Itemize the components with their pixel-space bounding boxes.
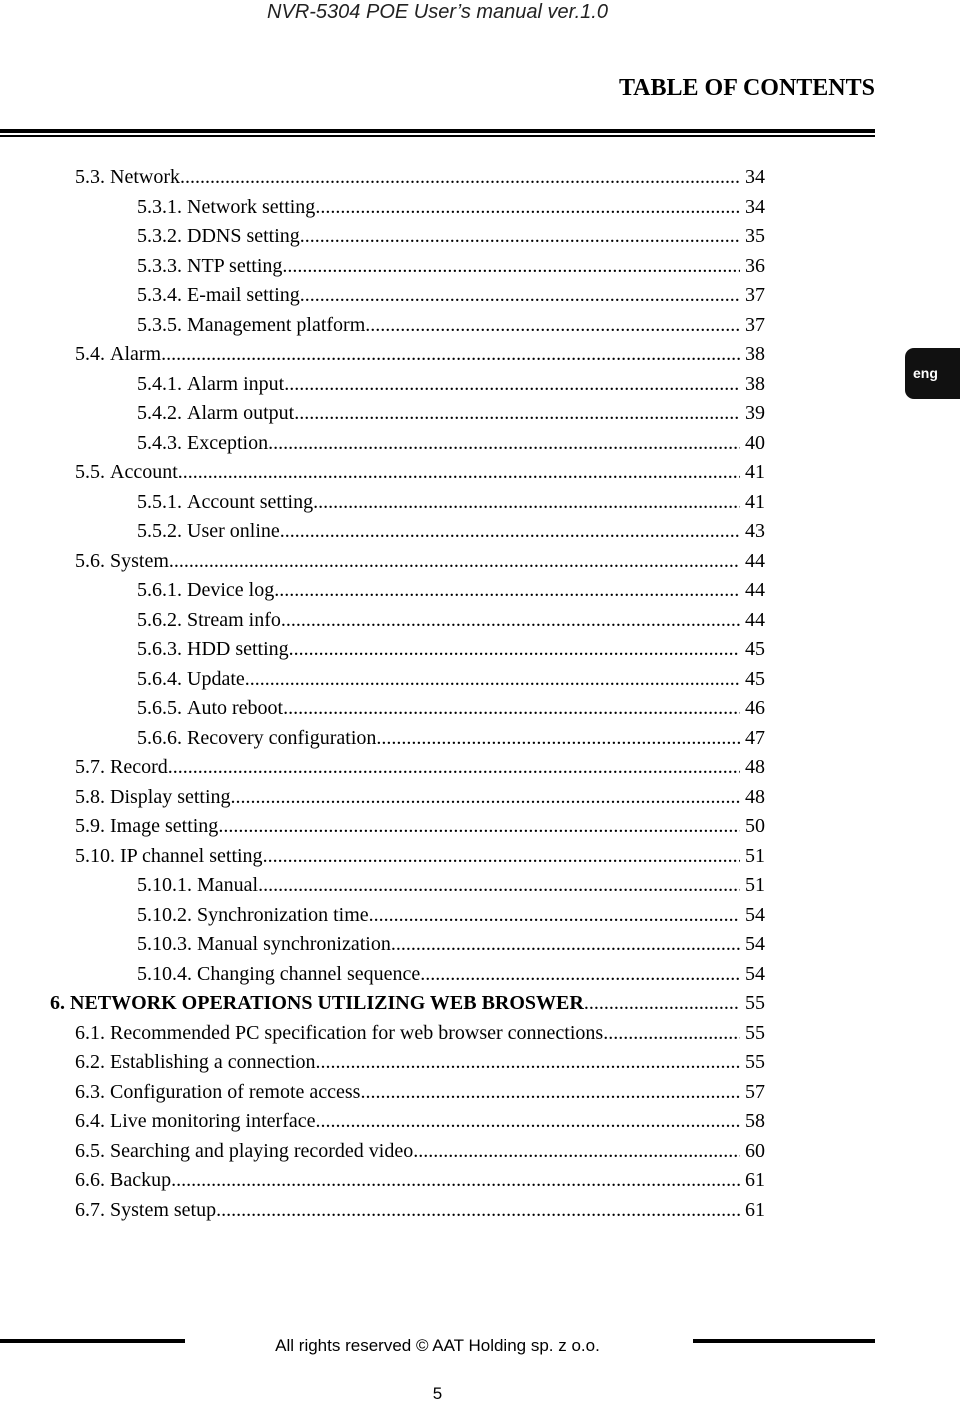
- toc-entry-label: [75, 163, 180, 193]
- toc-entry-page: 61: [745, 1169, 765, 1191]
- page-number: 5: [432, 1384, 443, 1403]
- toc-entry-number: 6.3.: [75, 1080, 105, 1103]
- toc-entry-number: 5.10.2.: [137, 903, 192, 926]
- toc-dot-leader: [294, 399, 740, 429]
- toc-entry-page: 44: [745, 608, 765, 631]
- toc-entry-number: 5.7.: [75, 756, 105, 778]
- toc-entry-number: 5.3.1.: [137, 195, 182, 218]
- toc-entry: [50, 1107, 765, 1137]
- toc-entry-title: Device log: [187, 579, 275, 601]
- toc-entry: [50, 429, 765, 459]
- toc-entry-page: 34: [745, 166, 765, 188]
- toc-entry-page: 34: [745, 195, 765, 218]
- toc-entry-label: [137, 222, 300, 252]
- toc-entry-title: NTP setting: [187, 254, 283, 277]
- toc-entry-page: 38: [745, 343, 765, 365]
- toc-dot-leader: [231, 783, 740, 813]
- toc-dot-leader: [216, 1196, 740, 1226]
- toc-entry: [50, 370, 765, 400]
- toc-entry-label: [75, 753, 168, 783]
- toc-entry: [50, 252, 765, 282]
- toc-entry-number: 5.6.1.: [137, 579, 182, 601]
- toc-entry-number: 5.3.5.: [137, 313, 182, 336]
- toc-entry-title: Recovery configuration: [187, 726, 377, 749]
- toc-entry-page: 48: [745, 785, 765, 808]
- document-header-title: NVR-5304 POE User’s manual ver.1.0: [267, 1, 608, 23]
- toc-entry-title: Synchronization time: [197, 903, 369, 926]
- toc-entry-number: 6.7.: [75, 1198, 105, 1221]
- toc-dot-leader: [316, 1048, 740, 1078]
- toc-entry: [50, 1196, 765, 1226]
- toc-entry-label: [137, 488, 313, 518]
- toc-entry-title: Management platform: [187, 313, 366, 336]
- toc-entry-title: Alarm: [110, 343, 162, 365]
- toc-entry-number: 5.4.2.: [137, 402, 182, 424]
- toc-entry-page: 45: [745, 638, 765, 660]
- toc-entry-page: 48: [745, 756, 765, 778]
- toc-entry-number: 5.3.: [75, 166, 105, 188]
- toc-entry-number: 5.6.6.: [137, 726, 182, 749]
- toc-entry-number: 5.5.2.: [137, 520, 182, 542]
- toc-dot-leader: [161, 340, 740, 370]
- toc-entry-title: HDD setting: [187, 638, 289, 660]
- toc-entry-label: [137, 193, 315, 223]
- toc-entry: [50, 311, 765, 341]
- toc-entry: [50, 842, 765, 872]
- toc-dot-leader: [180, 163, 740, 193]
- toc-entry-title: E-mail setting: [187, 284, 300, 306]
- toc-entry-page: 46: [745, 697, 765, 719]
- toc-entry: [50, 547, 765, 577]
- toc-entry-label: [137, 399, 294, 429]
- toc-entry-title: NETWORK OPERATIONS UTILIZING WEB BROSWER: [70, 992, 584, 1014]
- toc-entry-title: Changing channel sequence: [197, 962, 421, 985]
- toc-entry: [50, 458, 765, 488]
- toc-entry-number: 5.6.3.: [137, 638, 182, 660]
- language-tab: [905, 348, 960, 399]
- toc-entry-label: [75, 1196, 216, 1226]
- toc-dot-leader: [584, 989, 740, 1019]
- toc-entry-number: 6.: [50, 992, 65, 1014]
- toc-entry-title: Alarm output: [187, 402, 295, 424]
- toc-entry: [50, 665, 765, 695]
- toc-entry-page: 36: [745, 254, 765, 277]
- toc-dot-leader: [365, 311, 740, 341]
- toc-entry-label: [75, 1107, 315, 1137]
- toc-entry: [50, 871, 765, 901]
- table-of-contents: [50, 163, 765, 1225]
- toc-entry-page: 61: [745, 1198, 765, 1221]
- toc-entry-number: 5.9.: [75, 815, 105, 837]
- toc-entry-page: 41: [745, 490, 765, 513]
- toc-entry-number: 5.10.4.: [137, 962, 192, 985]
- toc-entry-number: 6.1.: [75, 1021, 105, 1044]
- toc-entry-number: 5.3.4.: [137, 284, 182, 306]
- toc-entry-number: 6.4.: [75, 1110, 105, 1132]
- toc-entry: [50, 1078, 765, 1108]
- toc-entry: [50, 724, 765, 754]
- toc-dot-leader: [300, 281, 740, 311]
- toc-dot-leader: [369, 901, 740, 931]
- toc-entry-page: 50: [745, 815, 765, 837]
- toc-entry-label: [137, 901, 369, 931]
- toc-entry-number: 5.6.: [75, 549, 105, 572]
- toc-entry-title: Manual synchronization: [197, 933, 391, 955]
- toc-dot-leader: [274, 576, 740, 606]
- toc-entry-label: [137, 517, 280, 547]
- toc-entry-page: 54: [745, 962, 765, 985]
- toc-entry-number: 5.10.1.: [137, 874, 192, 896]
- toc-entry-number: 5.10.: [75, 844, 115, 867]
- toc-entry-page: 41: [745, 461, 765, 483]
- toc-entry-number: 5.5.: [75, 461, 105, 483]
- toc-entry-label: [137, 635, 289, 665]
- toc-entry-page: 60: [745, 1139, 765, 1162]
- toc-entry-title: Establishing a connection: [110, 1051, 316, 1073]
- toc-dot-leader: [413, 1137, 740, 1167]
- toc-entry: [50, 399, 765, 429]
- toc-entry-page: 40: [745, 431, 765, 454]
- toc-entry-page: 39: [745, 402, 765, 424]
- toc-dot-leader: [315, 193, 740, 223]
- toc-dot-leader: [360, 1078, 740, 1108]
- toc-dot-leader: [268, 429, 740, 459]
- toc-entry-page: 37: [745, 284, 765, 306]
- toc-dot-leader: [178, 458, 740, 488]
- toc-dot-leader: [376, 724, 740, 754]
- toc-entry-label: [75, 1019, 603, 1049]
- toc-dot-leader: [280, 517, 740, 547]
- toc-entry: [50, 783, 765, 813]
- toc-entry-page: 51: [745, 844, 765, 867]
- toc-entry-label: [75, 842, 263, 872]
- toc-entry-title: Account setting: [187, 490, 314, 513]
- toc-dot-leader: [603, 1019, 740, 1049]
- toc-entry: [50, 576, 765, 606]
- header-divider-thin: [0, 135, 875, 137]
- toc-entry-label: [75, 458, 178, 488]
- toc-entry-page: 58: [745, 1110, 765, 1132]
- toc-entry-title: Update: [187, 667, 245, 690]
- toc-entry-number: 5.4.: [75, 343, 105, 365]
- toc-entry-label: [137, 281, 300, 311]
- toc-dot-leader: [258, 871, 740, 901]
- toc-entry-page: 45: [745, 667, 765, 690]
- toc-entry: [50, 1137, 765, 1167]
- toc-entry-page: 38: [745, 372, 765, 395]
- toc-entry: [50, 1048, 765, 1078]
- toc-entry-title: Network setting: [187, 195, 316, 218]
- toc-entry: [50, 1166, 765, 1196]
- toc-entry: [50, 901, 765, 931]
- toc-entry-title: User online: [187, 520, 280, 542]
- toc-entry-label: [137, 311, 365, 341]
- toc-entry-title: Display setting: [110, 785, 231, 808]
- toc-entry-page: 37: [745, 313, 765, 336]
- toc-dot-leader: [218, 812, 740, 842]
- toc-dot-leader: [313, 488, 740, 518]
- toc-entry-page: 55: [745, 992, 765, 1014]
- toc-entry-title: Configuration of remote access: [110, 1080, 361, 1103]
- toc-entry-page: 51: [745, 874, 765, 896]
- toc-entry-label: [137, 930, 391, 960]
- toc-entry-number: 5.6.4.: [137, 667, 182, 690]
- toc-entry-title: IP channel setting: [120, 844, 263, 867]
- toc-entry-title: Alarm input: [187, 372, 285, 395]
- toc-entry-label: [137, 252, 282, 282]
- toc-entry-number: 5.4.3.: [137, 431, 182, 454]
- toc-entry-number: 5.8.: [75, 785, 105, 808]
- toc-entry-page: 57: [745, 1080, 765, 1103]
- toc-entry: [50, 930, 765, 960]
- toc-entry-label: [137, 576, 274, 606]
- toc-entry-label: [75, 1078, 360, 1108]
- toc-dot-leader: [263, 842, 740, 872]
- language-tab-label: eng: [913, 365, 938, 381]
- toc-dot-leader: [282, 252, 740, 282]
- toc-entry-number: 5.6.5.: [137, 697, 182, 719]
- toc-entry-number: 5.5.1.: [137, 490, 182, 513]
- toc-entry-title: Backup: [110, 1169, 172, 1191]
- toc-entry-number: 5.6.2.: [137, 608, 182, 631]
- toc-entry: [50, 812, 765, 842]
- toc-entry: [50, 281, 765, 311]
- toc-dot-leader: [420, 960, 740, 990]
- toc-entry-title: System: [110, 549, 169, 572]
- toc-dot-leader: [284, 370, 740, 400]
- toc-entry-page: 44: [745, 579, 765, 601]
- toc-entry-title: Stream info: [187, 608, 281, 631]
- toc-dot-leader: [315, 1107, 740, 1137]
- toc-entry-label: [137, 429, 268, 459]
- toc-entry-title: DDNS setting: [187, 225, 300, 247]
- header-divider-thick: [0, 129, 875, 133]
- toc-entry-number: 5.3.2.: [137, 225, 182, 247]
- toc-entry-title: Image setting: [110, 815, 219, 837]
- toc-dot-leader: [281, 606, 740, 636]
- toc-dot-leader: [168, 753, 740, 783]
- toc-entry: [50, 163, 765, 193]
- toc-entry-title: Live monitoring interface: [110, 1110, 316, 1132]
- toc-entry-title: Searching and playing recorded video: [110, 1139, 414, 1162]
- toc-entry-title: Auto reboot: [187, 697, 284, 719]
- toc-dot-leader: [283, 694, 740, 724]
- toc-entry: [50, 222, 765, 252]
- toc-entry-title: System setup: [110, 1198, 217, 1221]
- toc-entry-label: [75, 812, 218, 842]
- toc-entry-label: [50, 989, 584, 1019]
- toc-dot-leader: [171, 1166, 740, 1196]
- toc-entry-label: [75, 1048, 316, 1078]
- toc-entry-number: 5.3.3.: [137, 254, 182, 277]
- toc-entry-page: 35: [745, 225, 765, 247]
- toc-entry-number: 5.10.3.: [137, 933, 192, 955]
- toc-entry-label: [137, 370, 284, 400]
- toc-entry-label: [75, 340, 161, 370]
- toc-entry-label: [137, 606, 281, 636]
- toc-entry-number: 6.2.: [75, 1051, 105, 1073]
- toc-entry-title: Account: [110, 461, 178, 483]
- toc-entry: [50, 517, 765, 547]
- toc-entry: [50, 1019, 765, 1049]
- toc-entry: [50, 606, 765, 636]
- toc-dot-leader: [300, 222, 740, 252]
- toc-entry: [50, 694, 765, 724]
- toc-entry-label: [75, 547, 169, 577]
- toc-dot-leader: [391, 930, 740, 960]
- toc-entry: [50, 340, 765, 370]
- toc-entry-page: 43: [745, 520, 765, 542]
- toc-entry-page: 55: [745, 1051, 765, 1073]
- toc-dot-leader: [169, 547, 740, 577]
- toc-entry-label: [137, 724, 376, 754]
- toc-entry-number: 6.6.: [75, 1169, 105, 1191]
- toc-entry-page: 47: [745, 726, 765, 749]
- toc-entry: [50, 960, 765, 990]
- toc-entry-page: 54: [745, 933, 765, 955]
- toc-entry-title: Manual: [197, 874, 259, 896]
- toc-dot-leader: [289, 635, 740, 665]
- toc-entry: [50, 488, 765, 518]
- toc-entry-title: Exception: [187, 431, 269, 454]
- toc-dot-leader: [245, 665, 740, 695]
- toc-entry-page: 55: [745, 1021, 765, 1044]
- toc-chapter-entry: [50, 989, 765, 1019]
- toc-entry: [50, 635, 765, 665]
- toc-entry-label: [137, 871, 258, 901]
- footer-copyright: All rights reserved © AAT Holding sp. z o.o.: [275, 1336, 600, 1355]
- toc-entry-number: 5.4.1.: [137, 372, 182, 395]
- toc-entry-label: [75, 1137, 413, 1167]
- toc-entry: [50, 753, 765, 783]
- toc-entry-title: Record: [110, 756, 168, 778]
- toc-entry-label: [137, 960, 420, 990]
- toc-entry-number: 6.5.: [75, 1139, 105, 1162]
- toc-entry-page: 44: [745, 549, 765, 572]
- toc-entry-page: 54: [745, 903, 765, 926]
- page-title: TABLE OF CONTENTS: [618, 75, 875, 101]
- toc-entry-label: [75, 1166, 171, 1196]
- toc-entry-title: Network: [110, 166, 180, 188]
- toc-entry-title: Recommended PC specification for web browser connections: [110, 1021, 604, 1044]
- toc-entry-label: [137, 665, 245, 695]
- toc-entry: [50, 193, 765, 223]
- toc-entry-label: [75, 783, 231, 813]
- toc-entry-label: [137, 694, 283, 724]
